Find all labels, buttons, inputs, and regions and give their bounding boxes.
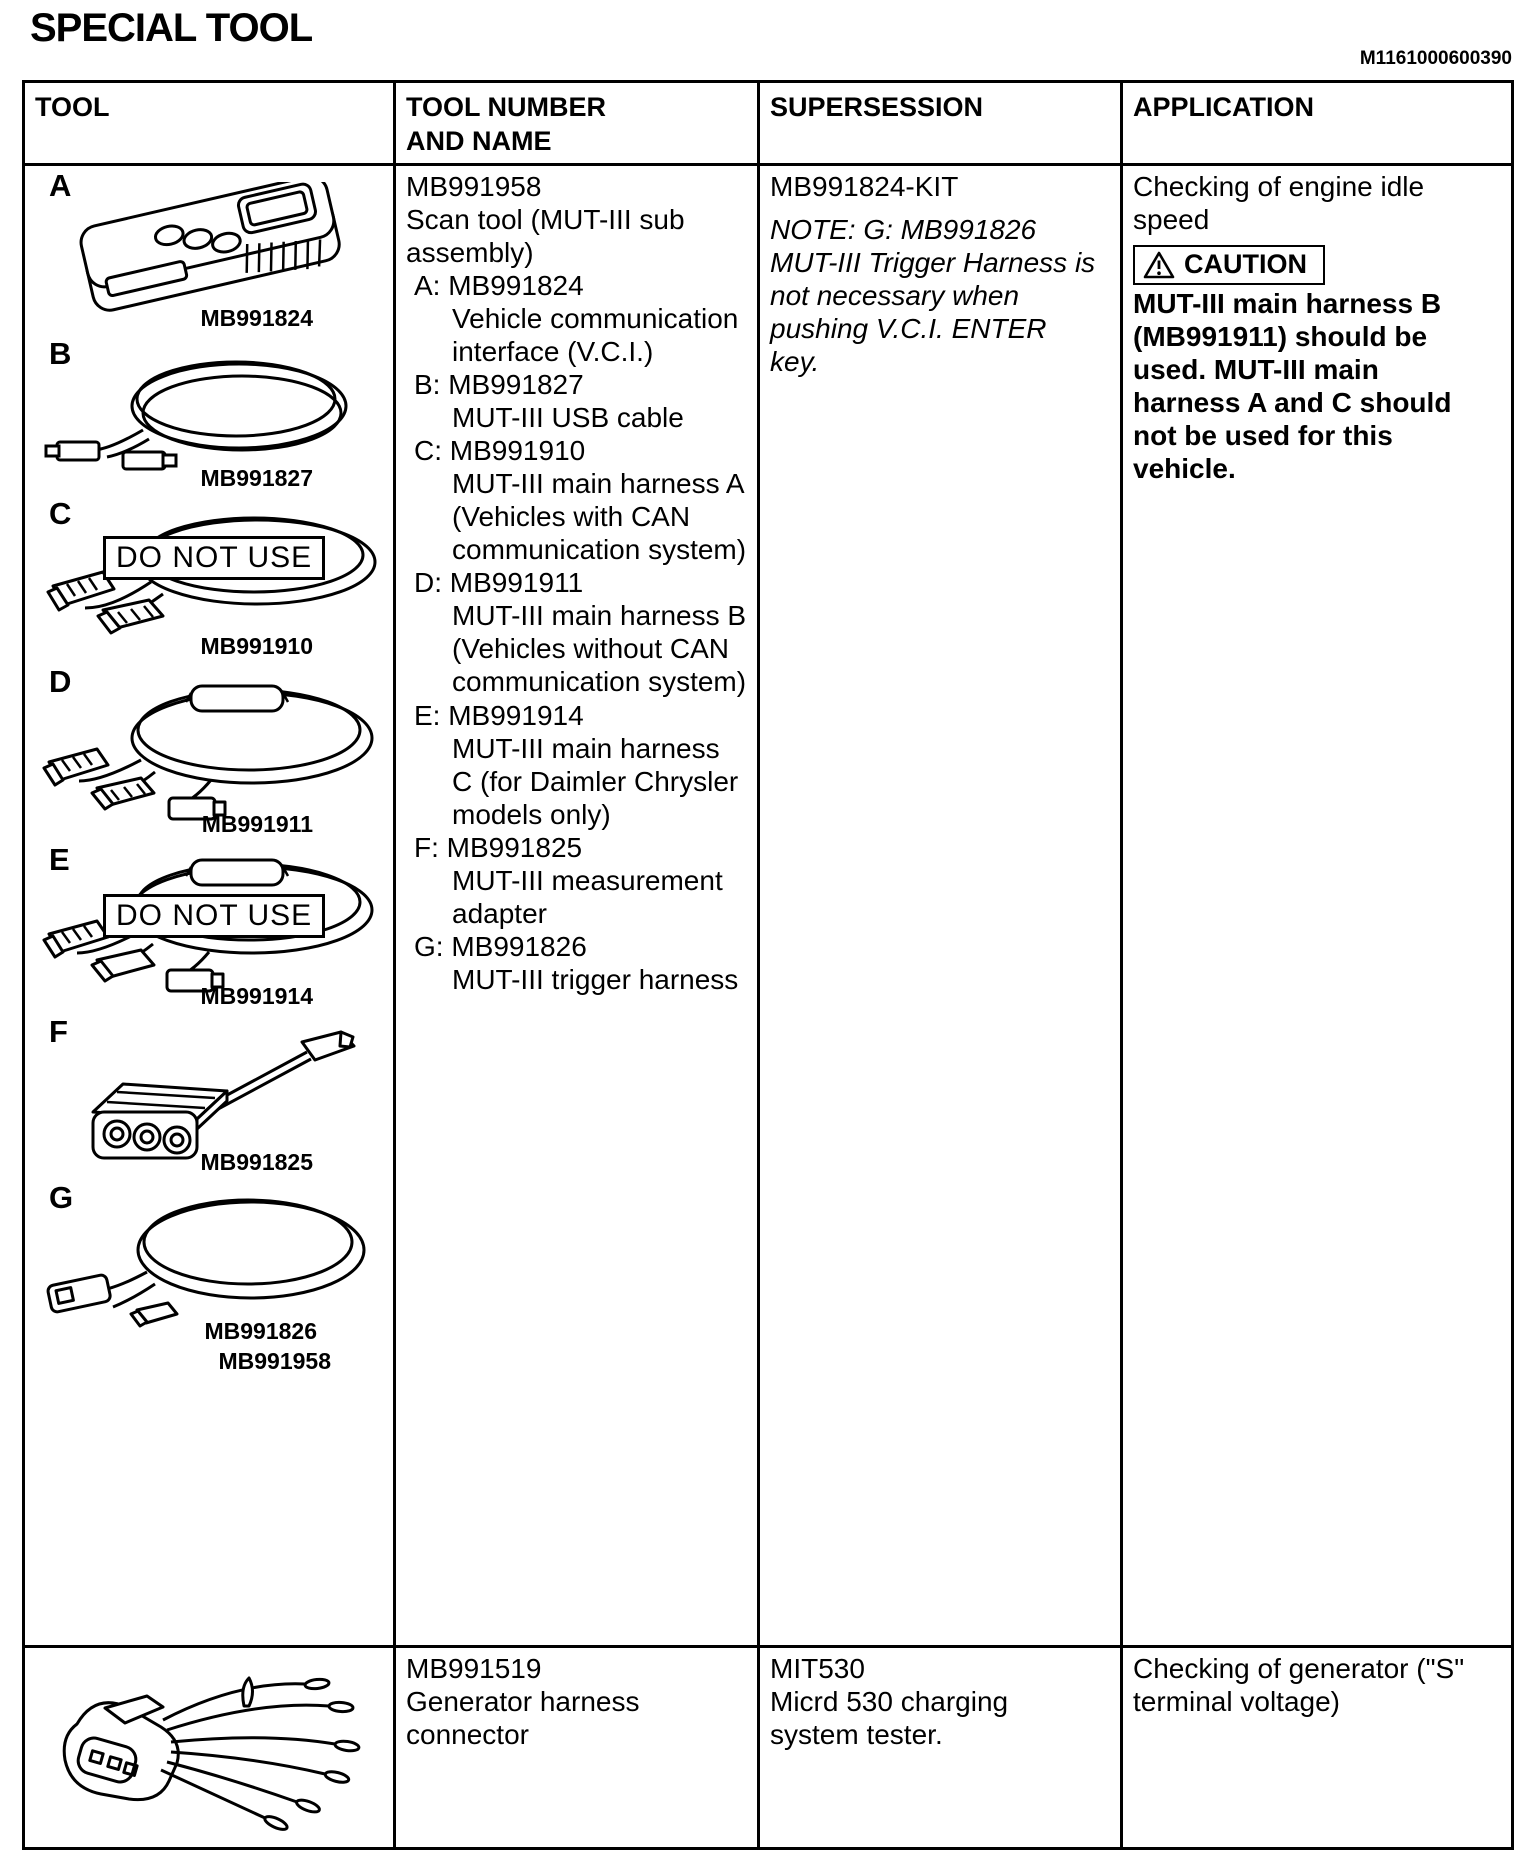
tool-figure-a <box>25 166 393 334</box>
tool-number: MB991958 <box>406 171 542 202</box>
row1-application-cell <box>1120 163 1511 1645</box>
caution-text: MUT-III main harness B (MB991911) should be used. MUT-III main harness A and C should not be used for this vehicle. <box>1133 287 1452 484</box>
header-tool-number-and-name: TOOL NUMBER AND NAME <box>393 83 757 163</box>
header-tool: TOOL <box>25 83 393 163</box>
application-text: Checking of generator ("S" terminal voltage) <box>1133 1653 1465 1718</box>
tool-figure-f <box>25 1012 393 1178</box>
tool-name: Generator harness connector <box>406 1686 640 1751</box>
figure-letter-g: G <box>49 1180 74 1215</box>
component-name: MUT-III main harness C (for Daimler Chrysler models only) <box>452 732 739 830</box>
header-application: APPLICATION <box>1120 83 1511 163</box>
tool-name: Scan tool (MUT-III sub assembly) <box>406 204 685 269</box>
tool-set-part-number: MB991958 <box>218 1348 331 1374</box>
header-supersession: SUPERSESSION <box>757 83 1120 163</box>
row1-tool-number-name-cell <box>393 163 757 1645</box>
warning-triangle-icon <box>1143 251 1175 279</box>
tool-number: MB991519 <box>406 1653 542 1684</box>
do-not-use-label: DO NOT USE <box>103 894 325 938</box>
figure-part-number: MB991824 <box>200 304 313 331</box>
figure-part-number: MB991827 <box>200 464 313 491</box>
component-id: F: MB991825 <box>414 831 583 863</box>
page-title: SPECIAL TOOL <box>30 6 313 50</box>
caution-box <box>1133 245 1325 285</box>
figure-part-number: MB991825 <box>200 1148 313 1175</box>
figure-letter-b: B <box>49 336 72 371</box>
tool-component-item <box>406 930 747 996</box>
component-name: MUT-III measurement adapter <box>452 864 723 929</box>
tool-figure-e <box>25 840 393 1012</box>
tool-component-item <box>406 699 747 831</box>
tool-component-item <box>406 368 747 434</box>
component-id: A: MB991824 <box>414 270 584 302</box>
row2-tool-figure-cell <box>25 1645 393 1847</box>
measurement-adapter-drawing <box>55 1022 370 1164</box>
tool-figure-d <box>25 662 393 840</box>
figure-letter-e: E <box>49 842 70 877</box>
supersession-number: MIT530 <box>770 1653 865 1684</box>
figure-part-number: MB991914 <box>200 982 313 1009</box>
component-id: G: MB991826 <box>414 930 587 962</box>
main-harness-b-drawing <box>39 678 384 830</box>
figure-letter-c: C <box>49 496 72 531</box>
figure-part-number: MB991910 <box>200 632 313 659</box>
component-name: MUT-III main harness A (Vehicles with CAN communication system) <box>452 468 747 566</box>
component-name: MUT-III USB cable <box>452 402 684 434</box>
tool-component-item <box>406 566 747 698</box>
row1-supersession-cell <box>757 163 1120 1645</box>
row2-tool-number-name-cell <box>393 1645 757 1847</box>
supersession-note: NOTE: G: MB991826 MUT-III Trigger Harness is not necessary when pushing V.C.I. ENTER key. <box>770 214 1096 378</box>
generator-harness-connector-drawing <box>35 1656 385 1846</box>
vci-device-drawing <box>67 182 357 312</box>
component-id: C: MB991910 <box>414 435 586 467</box>
figure-letter-a: A <box>49 168 72 203</box>
figure-part-number: MB991826 <box>204 1317 317 1344</box>
usb-cable-drawing <box>43 348 378 480</box>
row2-application-cell <box>1120 1645 1511 1847</box>
row1-tool-figures-cell <box>25 163 393 1645</box>
tool-figure-g <box>25 1178 393 1353</box>
figure-part-number: MB991911 <box>201 810 313 837</box>
tool-component-item <box>406 269 747 368</box>
tool-figure-c <box>25 494 393 662</box>
document-number: M1161000600390 <box>1359 48 1512 69</box>
component-name: MUT-III main harness B (Vehicles without CAN communication system) <box>452 600 747 698</box>
figure-letter-f: F <box>49 1014 68 1049</box>
figure-letter-d: D <box>49 664 72 699</box>
row2-supersession-cell <box>757 1645 1120 1847</box>
special-tool-table <box>22 80 1514 1850</box>
component-name: MUT-III trigger harness <box>452 963 739 995</box>
caution-label: CAUTION <box>1184 249 1307 280</box>
tool-figure-b <box>25 334 393 494</box>
supersession-number: MB991824-KIT <box>770 171 959 202</box>
tool-component-item <box>406 831 747 930</box>
tool-component-item <box>406 434 747 566</box>
component-id: D: MB991911 <box>414 567 584 599</box>
component-name: Vehicle communication interface (V.C.I.) <box>452 303 739 368</box>
do-not-use-label: DO NOT USE <box>103 536 325 580</box>
component-id: E: MB991914 <box>414 699 584 731</box>
supersession-name: Micrd 530 charging system tester. <box>770 1686 1009 1751</box>
component-id: B: MB991827 <box>414 369 584 401</box>
application-text: Checking of engine idle speed <box>1133 171 1425 236</box>
